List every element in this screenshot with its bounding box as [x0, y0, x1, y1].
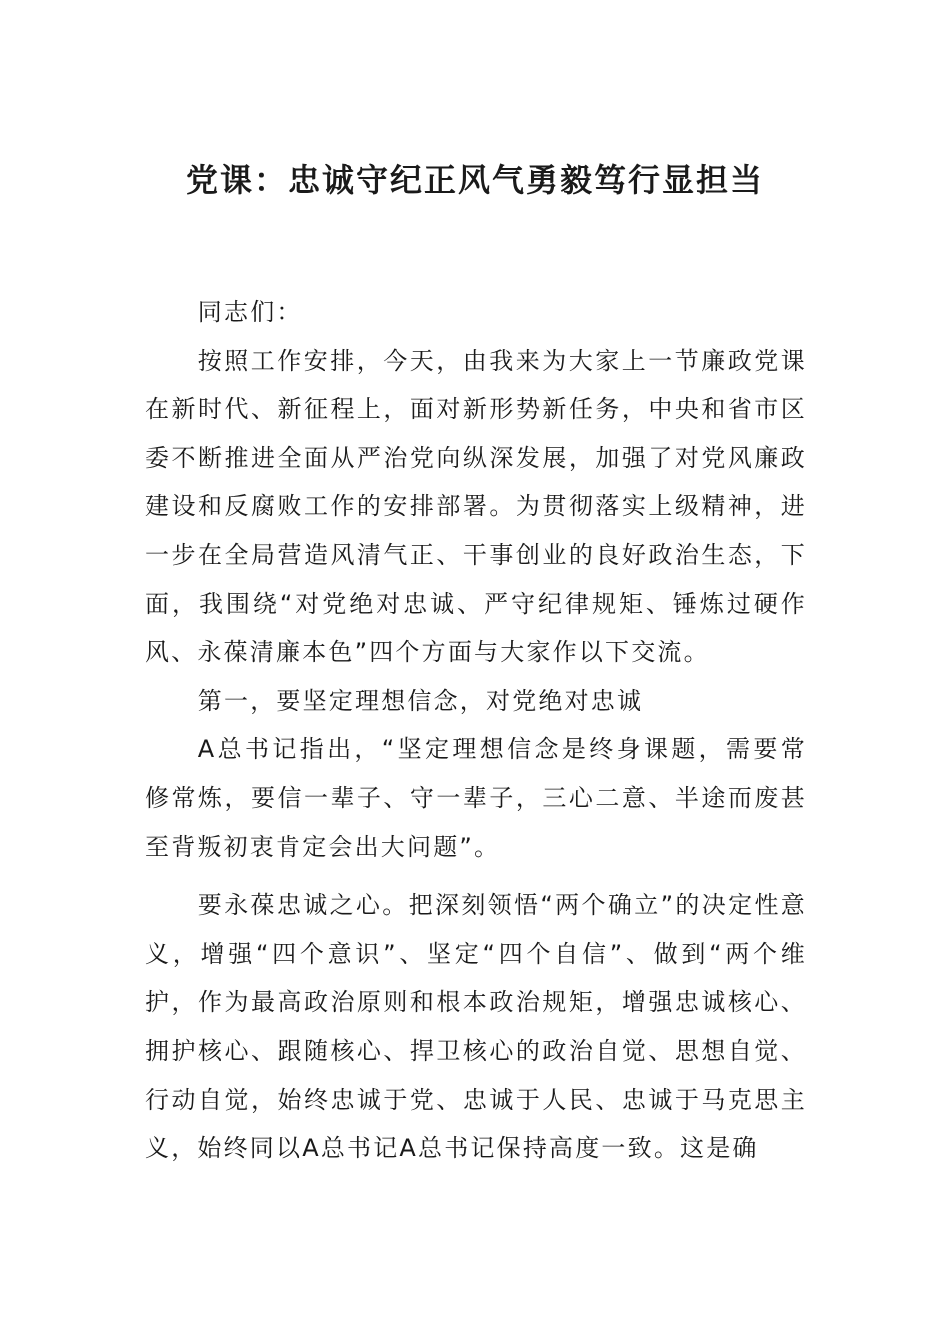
document-body	[145, 288, 807, 1173]
document-title: 党课：忠诚守纪正风气勇毅笃行显担当	[185, 161, 764, 199]
paragraph-gap	[145, 871, 807, 881]
paragraph-intro: 按照工作安排，今天，由我来为大家上一节廉政党课在新时代、新征程上，面对新形势新任务，中央和省市区委不断推进全面从严治党向纵深发展，加强了对党风廉政建设和反腐败工作的安排部署。为贯彻落实上级精神，进一步在全局营造风清气正、干事创业的良好政治生态，下面，我围绕“对党绝对忠诚、严守纪律规矩、锤炼过硬作风、永葆清廉本色”四个方面与大家作以下交流。	[145, 346, 807, 667]
paragraph-loyalty: 要永葆忠诚之心。把深刻领悟“两个确立”的决定性意义，增强“四个意识”、坚定“四个自信”、做到“两个维护，作为最高政治原则和根本政治规矩，增强忠诚核心、拥护核心、跟随核心、捍卫核心的政治自觉、思想自觉、行动自觉，始终忠诚于党、忠诚于人民、忠诚于马克思主义，始终同以A总书记A总书记保持高度一致。这是确	[145, 891, 807, 1163]
section-heading-one: 第一，要坚定理想信念，对党绝对忠诚	[197, 686, 644, 715]
paragraph-quote: A总书记指出，“坚定理想信念是终身课题，需要常修常炼，要信一辈子、守一辈子，三心二意、半途而废甚至背叛初衷肯定会出大问题”。	[145, 735, 807, 861]
salutation: 同志们：	[197, 298, 303, 326]
